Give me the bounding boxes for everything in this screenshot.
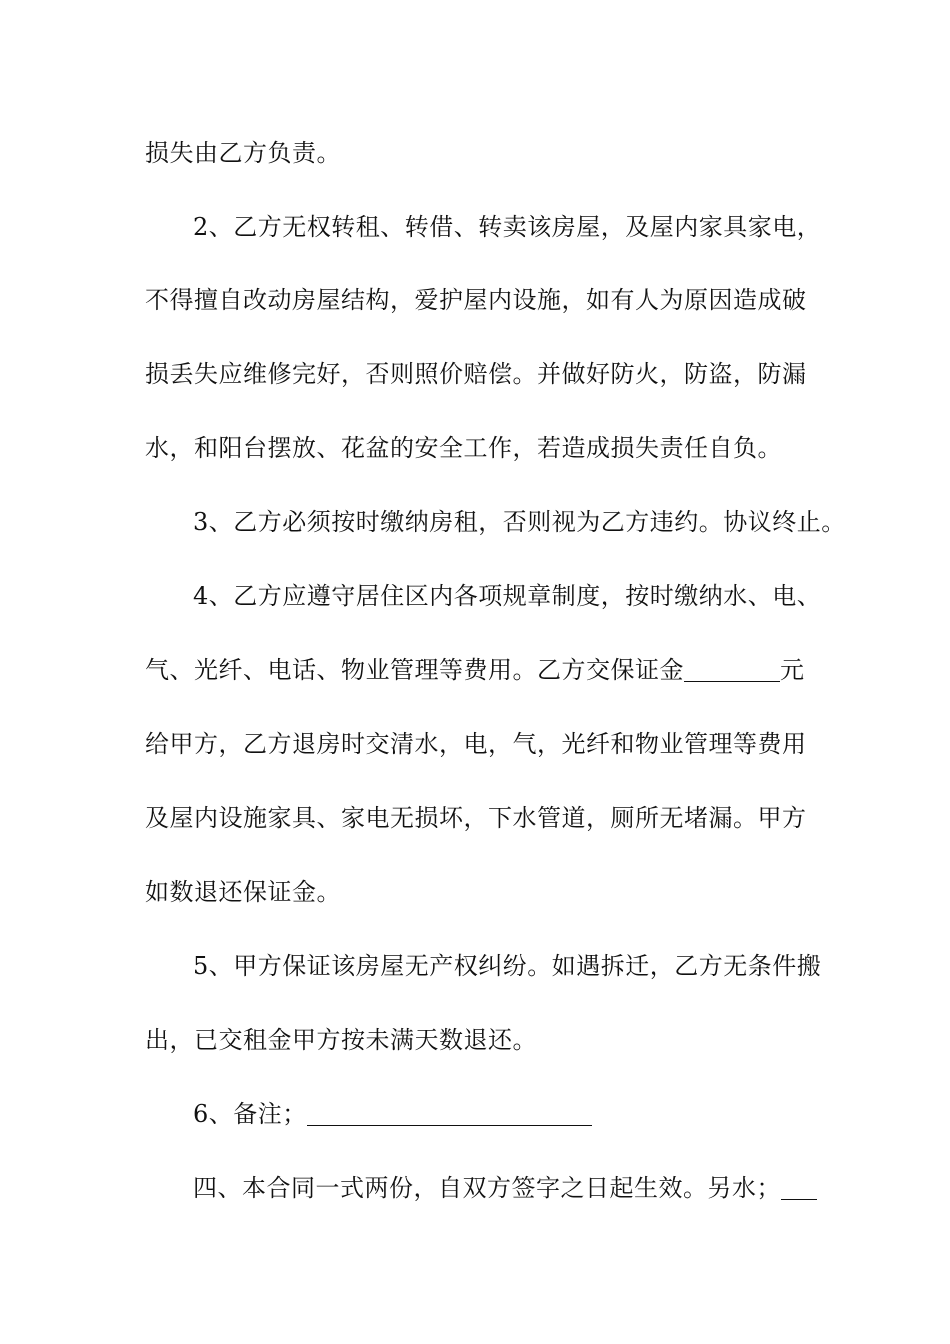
- paragraph-line: [145, 354, 825, 394]
- paragraph-line: [145, 280, 825, 320]
- line-text: 5、甲方保证该房屋无产权纠纷。如遇拆迁，乙方无条件搬: [193, 952, 822, 980]
- line-text: 4、乙方应遵守居住区内各项规章制度，按时缴纳水、电、: [193, 582, 822, 610]
- line-text: 损丢失应维修完好，否则照价赔偿。并做好防火，防盗，防漏: [145, 360, 807, 388]
- paragraph-line: [193, 207, 873, 247]
- paragraph-line: [145, 133, 825, 173]
- paragraph-line: [193, 1168, 873, 1208]
- paragraph-line: [145, 724, 825, 764]
- line-text: 不得擅自改动房屋结构，爱护屋内设施，如有人为原因造成破: [145, 286, 807, 314]
- paragraph-line: [145, 1020, 825, 1060]
- paragraph-line: [193, 946, 873, 986]
- line-text: 及屋内设施家具、家电无损坏，下水管道，厕所无堵漏。甲方: [145, 804, 807, 832]
- paragraph-line: [145, 650, 825, 690]
- paragraph-line: [193, 1094, 873, 1134]
- water-blank: [781, 1171, 817, 1200]
- line-text: 元: [780, 656, 805, 684]
- paragraph-line: [145, 872, 825, 912]
- line-text: 给甲方，乙方退房时交清水，电，气，光纤和物业管理等费用: [145, 730, 807, 758]
- line-text: 3、乙方必须按时缴纳房租，否则视为乙方违约。协议终止。: [193, 508, 846, 536]
- paragraph-line: [193, 502, 873, 542]
- line-text: 如数退还保证金。: [145, 878, 341, 906]
- paragraph-line: [145, 428, 825, 468]
- line-text: 出，已交租金甲方按未满天数退还。: [145, 1026, 537, 1054]
- line-text: 水，和阳台摆放、花盆的安全工作，若造成损失责任自负。: [145, 434, 782, 462]
- line-text: 损失由乙方负责。: [145, 139, 341, 167]
- line-text: 2、乙方无权转租、转借、转卖该房屋，及屋内家具家电，: [193, 213, 822, 241]
- paragraph-line: [145, 798, 825, 838]
- paragraph-line: [193, 576, 873, 616]
- line-text: 气、光纤、电话、物业管理等费用。乙方交保证金: [145, 656, 684, 684]
- line-text: 6、备注；: [193, 1100, 307, 1128]
- remarks-blank: [307, 1097, 592, 1126]
- line-text: 四、本合同一式两份，自双方签字之日起生效。另水；: [193, 1174, 781, 1202]
- deposit-blank: [684, 653, 780, 682]
